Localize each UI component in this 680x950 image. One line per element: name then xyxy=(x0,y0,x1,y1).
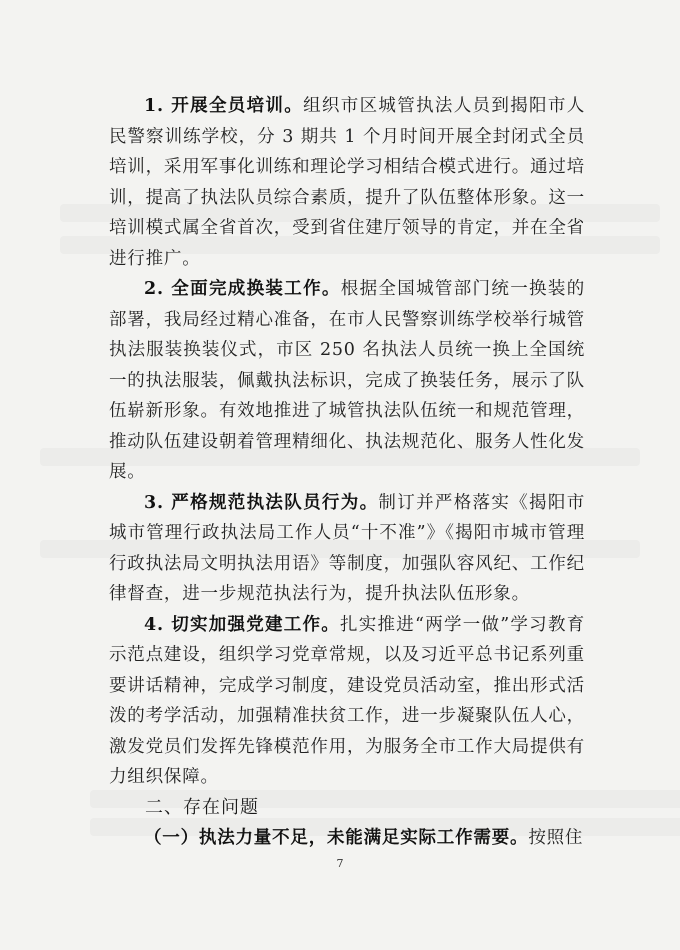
subsection-paragraph xyxy=(109,823,585,854)
paragraph-text: 扎实推进“两学一做”学习教育示范点建设，组织学习党章常规，以及习近平总书记系列重要讲话精神，完成学习制度，建设党员活动室，推出形式活泼的考学活动，加强精准扶贫工作，进一步凝聚队伍人心，激发党员们发挥先锋模范作用，为服务全市工作大局提供有力组织保障。 xyxy=(109,614,585,787)
paragraph-uniform xyxy=(109,274,585,488)
paragraph-conduct xyxy=(109,488,585,610)
paragraph-text: 组织市区城管执法人员到揭阳市人民警察训练学校，分 3 期共 1 个月时间开展全封闭式全员培训，采用军事化训练和理论学习相结合模式进行。通过培训，提高了执法队员综合素质，提升了队伍整体形象。这一培训模式属全省首次，受到省住建厅领导的肯定，并在全省进行推广。 xyxy=(109,96,585,269)
paragraph-training xyxy=(109,91,585,274)
paragraph-lead: 4. 切实加强党建工作。 xyxy=(144,614,340,635)
paragraph-lead: 3. 严格规范执法队员行为。 xyxy=(144,492,379,513)
paragraph-text: 制订并严格落实《揭阳市城市管理行政执法局工作人员“十不准”》《揭阳市城市管理行政执法局文明执法用语》等制度，加强队容风纪、工作纪律督查，进一步规范执法行为，提升执法队伍形象。 xyxy=(109,492,585,604)
page-number: 7 xyxy=(336,857,344,870)
section-heading: 二、存在问题 xyxy=(145,796,259,818)
document-body xyxy=(109,91,585,854)
paragraph-text: 根据全国城管部门统一换装的部署，我局经过精心准备，在市人民警察训练学校举行城管执法服装换装仪式，市区 250 名执法人员统一换上全国统一的执法服装，佩戴执法标识，完成了换装任务，展示了队伍崭新形象。有效地推进了城管执法队伍统一和规范管理，推动队伍建设朝着管理精细化、执法规范化、服务人性化发展。 xyxy=(109,279,585,482)
paragraph-lead: 1. 开展全员培训。 xyxy=(144,96,304,116)
subsection-lead: （一）执法力量不足，未能满足实际工作需要。 xyxy=(144,828,529,848)
paragraph-lead: 2. 全面完成换装工作。 xyxy=(144,279,341,299)
subsection-text: 按照住 xyxy=(528,828,584,848)
paragraph-party-building xyxy=(109,610,585,793)
